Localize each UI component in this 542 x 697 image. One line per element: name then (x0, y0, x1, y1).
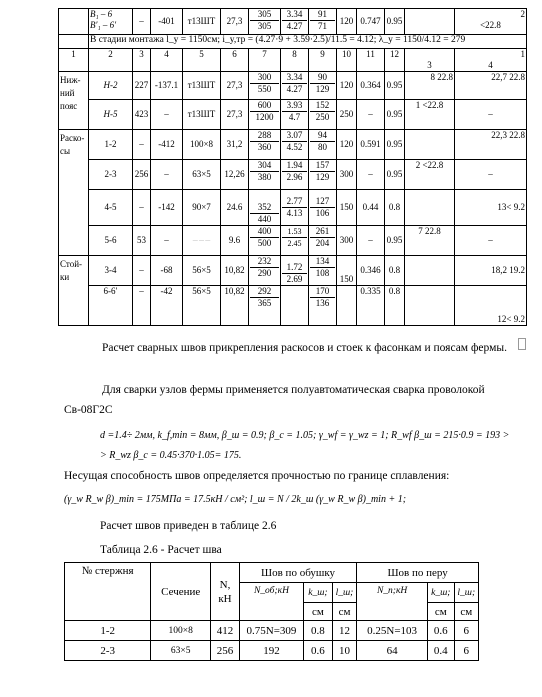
paragraph-welding-method: Для сварки узлов фермы применяется полуавтоматическая сварка проволокой Св-08Г2С (64, 384, 485, 416)
table-row: Раско-сы 1-2 – -412 100×8 31,2 288 360 3.07 4.52 94 80 120 0.591 0.95 22,3 22.8 (59, 130, 527, 160)
table-row: 1-2 100×8 412 0.75N=309 0.8 12 0.25N=103 0.6 6 (65, 621, 479, 641)
montage-note: В стадии монтажа l_y = 1150см; i_y,тр = (4.27·9 + 3.59·2.5)/11.5 = 4.12; λ_y = 1150/4.12 = 279 (89, 35, 527, 49)
paragraph-welds: Расчет сварных швов прикрепления раскосов и стоек к фасонкам и поясам фермы. (102, 342, 507, 354)
table-header-row: N_об;кН k_ш; l_ш; N_п;кН k_ш; l_ш; (65, 583, 479, 603)
formula-line-1: d =1.4÷ 2мм, k_f,min = 8мм, β_ш = 0.9; β_с = 1.05; γ_wf = γ_wz = 1; R_wf β_ш = 215·0.9 = 193 > (100, 430, 510, 441)
table-row: 2-3 63×5 256 192 0.6 10 64 0.4 6 (65, 641, 479, 661)
table-row: 6-6′ – -42 56×5 10,82 292 365 170 136 0.335 0.8 12< 9.2 (59, 286, 527, 326)
table-row: Н-5 423 – т13ШТ 27,3 600 1200 3.93 4.7 152 250 250 – 0.95 1 <22.8 – (59, 100, 527, 130)
paragraph-bearing-capacity: Несущая способность швов определяется прочностью по границе сплавления: (64, 470, 450, 482)
table-row: 2-3 256 – 63×5 12,26 304 380 1.94 2.96 157 129 300 – 0.95 2 <22.8 – (59, 160, 527, 190)
formula-line-3: (γ_w R_w β)_min = 175МПа = 17.5кН / см²; l_ш = N / 2k_ш (γ_w R_w β)_min + 1; (64, 494, 407, 505)
table-caption: Таблица 2.6 - Расчет шва (100, 544, 222, 556)
faint-formula-mark: — — — (192, 239, 211, 244)
table-row: Стой-ки 3-4 – -68 56×5 10,82 232 290 1.72 2.69 134 108 150 0.346 0.8 18,2 19.2 (59, 256, 527, 286)
group-label: Ниж-ний пояс (59, 72, 89, 130)
weld-calculation-table (64, 562, 479, 661)
table-header-row: см см см см (65, 603, 479, 621)
group-label: Стой-ки (59, 256, 89, 326)
table-row: B₁ – 6 B′₁ – 6′ – -401 т13ШТ 27,3 305 305 3.34 4.27 91 71 120 0.747 0.95 2 <22.8 (59, 9, 527, 35)
table-header-row: № стержня Сечение N, кН Шов по обушку Шов по перу (65, 563, 479, 583)
table-row: 4-5 – -142 90×7 24.6 352 440 2.77 4.13 127 106 150 0.44 0.8 13< 9.2 (59, 190, 527, 226)
table-row: 5-6 53 – — — — 9.6 400 500 1.53 2.45 261 204 300 – 0.95 7 22.8 – (59, 226, 527, 256)
paragraph-table-reference: Расчет швов приведен в таблице 2.6 (100, 520, 277, 532)
header-numbers-row: 1 2 3 4 5 6 7 8 9 10 11 12 3 1 4 (59, 49, 527, 72)
table-row: Ниж-ний пояс Н-2 227 -137.1 т13ШТ 27,3 300 550 3.34 4.27 90 129 120 0.364 0.95 8 22.8 22,7 22.8 (59, 72, 527, 100)
montage-note-row (59, 35, 527, 49)
truss-members-table (58, 8, 527, 326)
group-label: Раско-сы (59, 130, 89, 256)
formula-line-2: > R_wz β_с = 0.45·370·1.05= 175. (100, 450, 242, 461)
